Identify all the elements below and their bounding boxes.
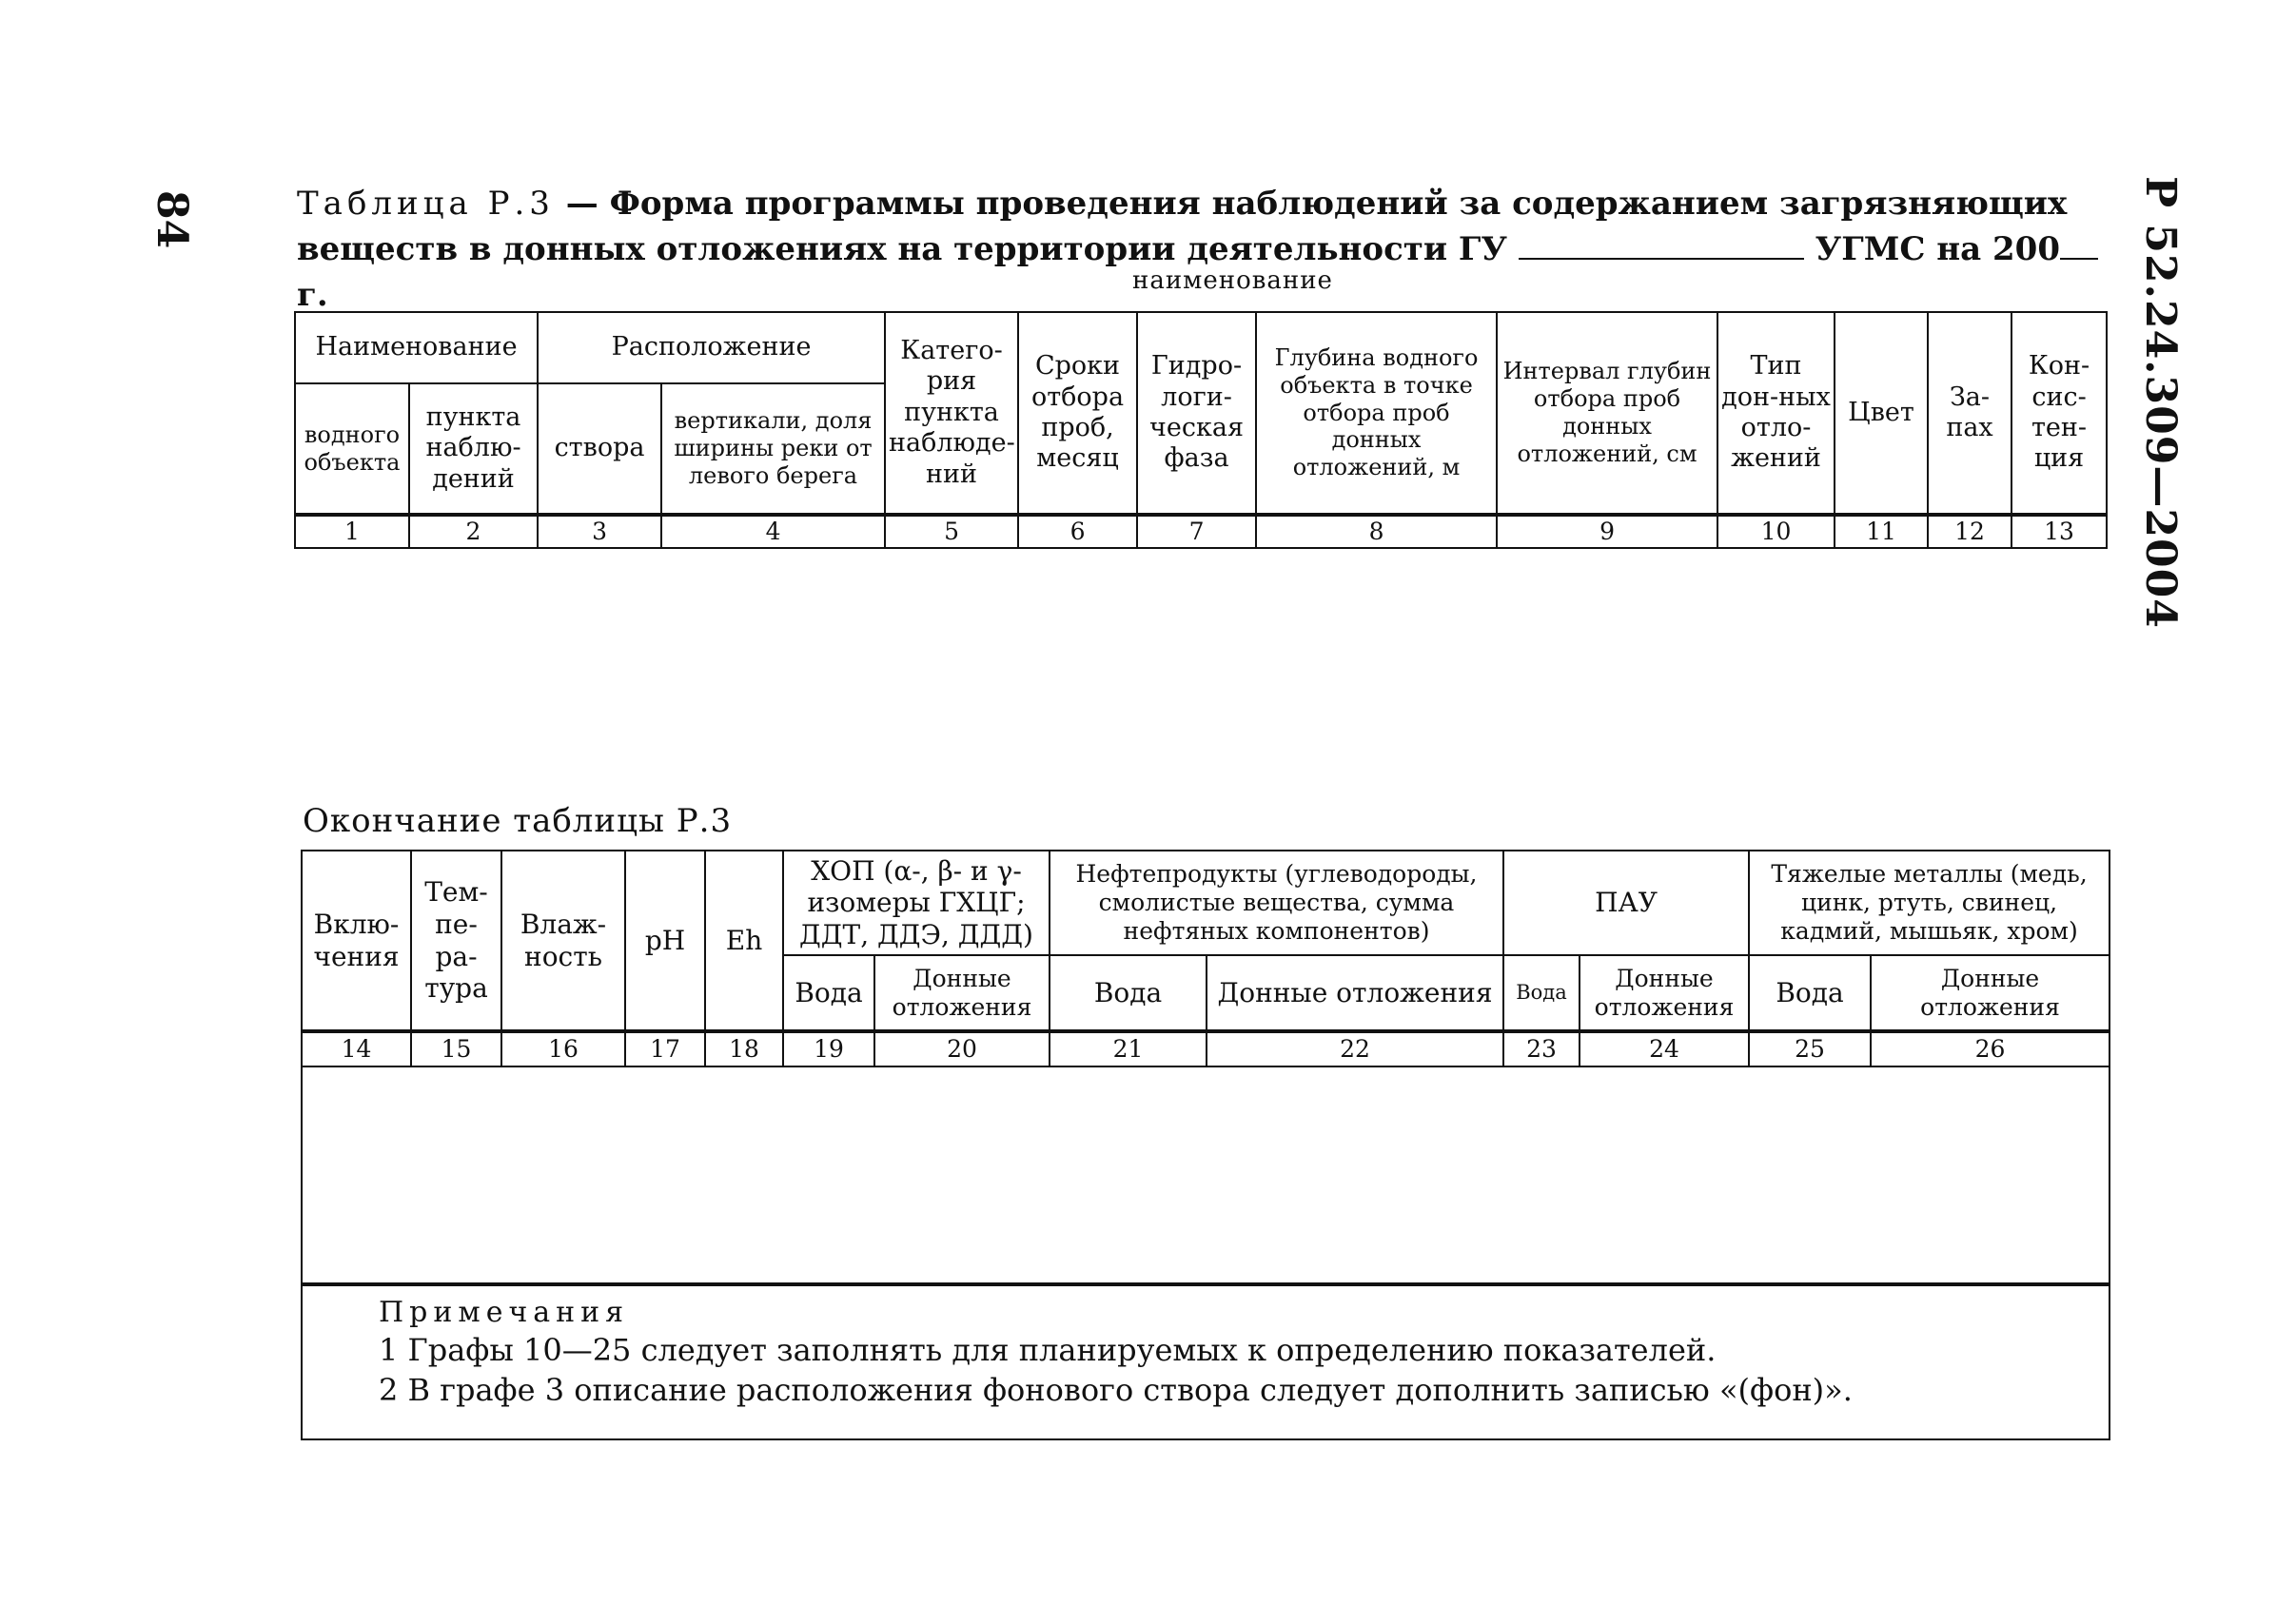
note-item-1: 1 Графы 10—25 следует заполнять для планируемых к определению показателей. [379, 1332, 1717, 1368]
header-tsvet: Цвет [1835, 312, 1928, 515]
header-sroki: Сроки отбора проб, месяц [1018, 312, 1137, 515]
notes-block [302, 1284, 2110, 1439]
column-number: 17 [625, 1031, 705, 1066]
column-number: 12 [1928, 515, 2011, 548]
continuation-table [301, 850, 2110, 1440]
header-metally-voda: Вода [1749, 955, 1871, 1031]
header-gidrofaza: Гидро-логи-ческая фаза [1137, 312, 1256, 515]
header-konsistentsiya: Кон-сис-тен-ция [2011, 312, 2107, 515]
note-item-2: 2 В графе 3 описание расположения фонового створа следует дополнить записью «(фон)». [379, 1372, 1853, 1408]
header-khop-donnye: Донные отложения [874, 955, 1050, 1031]
column-number: 20 [874, 1031, 1050, 1066]
column-number: 18 [705, 1031, 783, 1066]
fill-in-blank-year [2060, 229, 2098, 260]
header-interval: Интервал глубин отбора проб донных отложений, см [1497, 312, 1717, 515]
table-title-end: г. [297, 276, 328, 314]
column-number: 9 [1497, 515, 1717, 548]
header-pau-donnye: Донные отложения [1580, 955, 1749, 1031]
column-number: 2 [409, 515, 538, 548]
column-number: 4 [661, 515, 885, 548]
column-number: 8 [1256, 515, 1497, 548]
header-pau-voda: Вода [1503, 955, 1580, 1031]
table-title-middle: УГМС на 200 [1815, 230, 2060, 268]
header-khop-voda: Вода [783, 955, 874, 1031]
blank-caption: наименование [1132, 266, 1333, 295]
header-raspolozhenie: Расположение [538, 312, 885, 383]
column-number: 7 [1137, 515, 1256, 548]
main-table [294, 311, 2108, 549]
header-metally-donnye: Донные отложения [1871, 955, 2110, 1031]
header-temperatura: Тем-пе-ра-тура [411, 851, 501, 1031]
column-number: 16 [501, 1031, 625, 1066]
header-vlazhnost: Влаж-ность [501, 851, 625, 1031]
header-pau: ПАУ [1503, 851, 1749, 955]
column-number: 23 [1503, 1031, 1580, 1066]
header-punkta-nablyudeniy: пункта наблю-дений [409, 383, 538, 515]
fill-in-blank-name [1519, 229, 1804, 260]
header-ph: pH [625, 851, 705, 1031]
table-title [297, 181, 2105, 318]
header-khop: ХОП (α-, β- и γ-изомеры ГХЦГ; ДДТ, ДДЭ, ДДД) [783, 851, 1050, 955]
header-nefteprodukty-voda: Вода [1050, 955, 1207, 1031]
empty-data-area [302, 1066, 2110, 1284]
column-number: 6 [1018, 515, 1137, 548]
empty-data-row [302, 1066, 2110, 1284]
column-number: 11 [1835, 515, 1928, 548]
column-number: 10 [1717, 515, 1835, 548]
header-vertikali: вертикали, доля ширины реки от левого берега [661, 383, 885, 515]
column-number: 5 [885, 515, 1018, 548]
column-number: 15 [411, 1031, 501, 1066]
column-number: 3 [538, 515, 661, 548]
column-number: 19 [783, 1031, 874, 1066]
header-nefteprodukty-donnye: Донные отложения [1207, 955, 1503, 1031]
column-number: 22 [1207, 1031, 1503, 1066]
header-vklyucheniya: Вклю-чения [302, 851, 411, 1031]
notes-title: Примечания [379, 1296, 630, 1329]
header-tip: Тип дон-ных отло-жений [1717, 312, 1835, 515]
header-kategoriya: Катего-рия пункта наблюде-ний [885, 312, 1018, 515]
column-number-row [302, 1031, 2110, 1066]
document-code: Р 52.24.309—2004 [2136, 176, 2185, 629]
column-number: 21 [1050, 1031, 1207, 1066]
column-number: 14 [302, 1031, 411, 1066]
header-glubina: Глубина водного объекта в точке отбора проб донных отложений, м [1256, 312, 1497, 515]
column-number: 1 [295, 515, 409, 548]
header-nefteprodukty: Нефтепродукты (углеводороды, смолистые вещества, сумма нефтяных компонентов) [1050, 851, 1503, 955]
header-naimenovanie: Наименование [295, 312, 538, 383]
header-vodnogo-obekta: водного объекта [295, 383, 409, 515]
header-eh: Eh [705, 851, 783, 1031]
header-metally: Тяжелые металлы (медь, цинк, ртуть, свинец, кадмий, мышьяк, хром) [1749, 851, 2110, 955]
header-zapakh: За-пах [1928, 312, 2011, 515]
table-title-main: — Форма программы проведения наблюдений за содержанием загрязняющих веществ в донных отложениях на территории деятельности ГУ [297, 185, 2068, 268]
continuation-title: Окончание таблицы Р.3 [303, 802, 733, 840]
column-number: 26 [1871, 1031, 2110, 1066]
page-number: 84 [147, 190, 196, 249]
column-number: 25 [1749, 1031, 1871, 1066]
table-title-lead: Таблица Р.3 [297, 185, 555, 223]
column-number-row [295, 515, 2107, 548]
header-stvora: створа [538, 383, 661, 515]
column-number: 13 [2011, 515, 2107, 548]
column-number: 24 [1580, 1031, 1749, 1066]
